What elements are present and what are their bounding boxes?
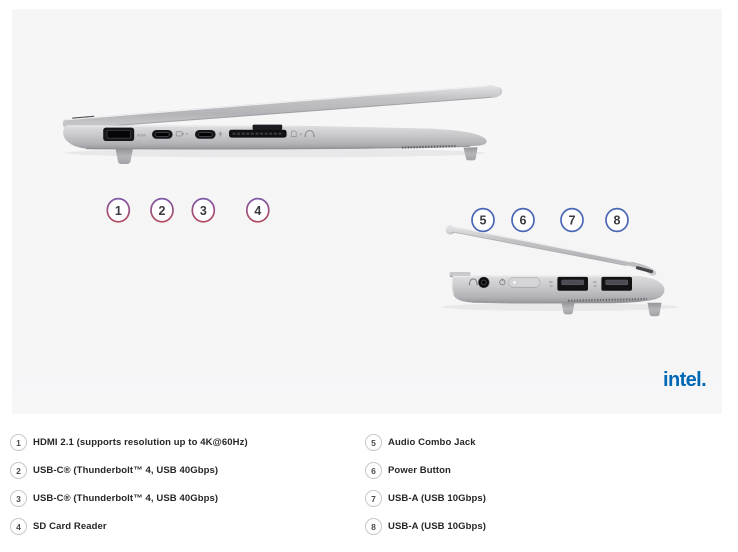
callout-number: 6 bbox=[519, 213, 527, 228]
legend-label: USB-C® (Thunderbolt™ 4, USB 40Gbps) bbox=[33, 465, 219, 476]
svg-text:10: 10 bbox=[549, 284, 553, 288]
legend-number-badge: 3 bbox=[10, 490, 27, 507]
legend-number-badge: 6 bbox=[365, 462, 382, 479]
callout-number: 7 bbox=[568, 213, 576, 228]
legend-number-badge: 2 bbox=[10, 462, 27, 479]
legend-label: USB-C® (Thunderbolt™ 4, USB 40Gbps) bbox=[33, 493, 219, 504]
rubber-foot bbox=[648, 303, 662, 316]
usb-ss-icon bbox=[593, 280, 597, 288]
callout-number: 2 bbox=[158, 204, 166, 218]
pinhole-icon bbox=[186, 133, 188, 135]
legend-item-hdmi bbox=[10, 434, 248, 451]
legend-label: Power Button bbox=[388, 465, 451, 476]
legend-number-badge: 7 bbox=[365, 490, 382, 507]
legend-item-sd-card-reader bbox=[10, 518, 248, 535]
callout-number: 4 bbox=[254, 204, 262, 218]
legend-label: HDMI 2.1 (supports resolution up to 4K@60Hz) bbox=[33, 437, 248, 448]
rubber-foot bbox=[464, 147, 478, 160]
callout-8 bbox=[606, 209, 628, 277]
callout-number: 3 bbox=[199, 204, 207, 218]
legend-number-badge: 5 bbox=[365, 434, 382, 451]
svg-text:10: 10 bbox=[593, 284, 597, 288]
legend-item-usb-a-1 bbox=[365, 490, 486, 507]
legend-item-usb-c-1 bbox=[10, 462, 248, 479]
legend-left-column bbox=[10, 434, 248, 546]
legend-number-badge: 1 bbox=[10, 434, 27, 451]
legend-item-power-button bbox=[365, 462, 486, 479]
usb-a-port-1 bbox=[557, 277, 588, 291]
usb-ss-icon bbox=[549, 280, 553, 288]
intel-logo: intel. bbox=[663, 369, 707, 391]
pinhole-icon bbox=[300, 133, 302, 135]
usb-c-port-1 bbox=[152, 130, 173, 139]
laptop-lid bbox=[447, 226, 656, 276]
callout-5 bbox=[472, 209, 494, 277]
laptop-right-side-view bbox=[442, 226, 678, 317]
legend-item-usb-c-2 bbox=[10, 490, 248, 507]
usb-a-port-2 bbox=[601, 277, 632, 291]
legend-item-audio-combo-jack bbox=[365, 434, 486, 451]
audio-combo-jack bbox=[478, 277, 489, 288]
legend-right-column bbox=[365, 434, 486, 546]
legend-number-badge: 4 bbox=[10, 518, 27, 535]
rubber-foot bbox=[562, 303, 575, 315]
power-button bbox=[509, 277, 540, 287]
hdmi-label: HDMI bbox=[137, 133, 146, 138]
legend-label: USB-A (USB 10Gbps) bbox=[388, 493, 487, 504]
callout-number: 8 bbox=[613, 213, 621, 228]
usb-c-port-2 bbox=[195, 130, 216, 139]
laptop-left-side-view bbox=[63, 85, 502, 164]
legend-label: USB-A (USB 10Gbps) bbox=[388, 521, 487, 532]
callout-7 bbox=[561, 209, 583, 277]
legend-number-badge: 8 bbox=[365, 518, 382, 535]
legend-label: Audio Combo Jack bbox=[388, 437, 476, 448]
callout-number: 5 bbox=[479, 213, 487, 228]
legend-label: SD Card Reader bbox=[33, 521, 107, 532]
callout-number: 1 bbox=[114, 204, 122, 218]
laptop-shadow bbox=[442, 303, 678, 311]
svg-text:SS: SS bbox=[548, 280, 553, 285]
laptop-lid bbox=[63, 85, 501, 130]
legend-item-usb-a-2 bbox=[365, 518, 486, 535]
svg-text:SS: SS bbox=[592, 280, 597, 285]
